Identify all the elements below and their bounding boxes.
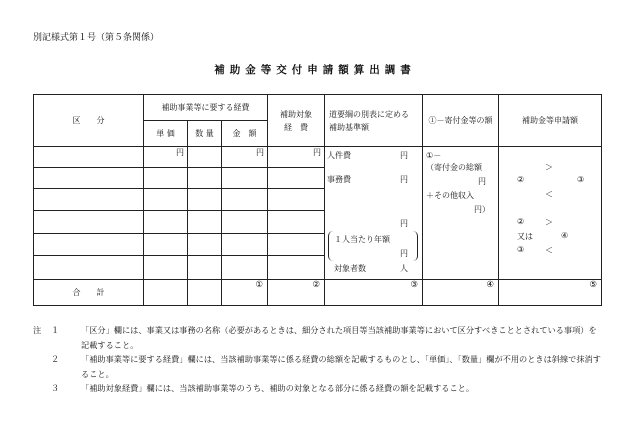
donation-cell[interactable]: ①－ （寄付金の総額 円 ＋その他収入 円） — [423, 147, 499, 280]
category-cell[interactable] — [34, 189, 144, 211]
unit-price-cell[interactable] — [144, 168, 188, 189]
total-quantity[interactable] — [188, 280, 222, 306]
note-number: ３ — [51, 383, 60, 393]
total-unit-price[interactable] — [144, 280, 188, 306]
quantity-cell[interactable] — [188, 168, 222, 189]
amount-cell[interactable] — [222, 168, 268, 189]
header-quantity: 数 量 — [188, 121, 222, 147]
header-request: 補助金等申請額 — [499, 95, 602, 147]
note-text: 「補助事業等に要する経費」欄には、当該補助事業等に係る経費の総額を記載するものとし、「単価」、「数量」欄が不用のときは斜線で抹消すること。 — [81, 354, 601, 379]
category-cell[interactable] — [34, 147, 144, 168]
quantity-cell[interactable] — [188, 211, 222, 233]
note-item — [33, 352, 603, 381]
amount-cell[interactable] — [222, 189, 268, 211]
eligible-cost-cell[interactable]: 円 — [268, 147, 325, 168]
eligible-cost-cell[interactable] — [268, 211, 325, 233]
amount-cell[interactable] — [222, 233, 268, 255]
note-item — [33, 323, 603, 352]
quantity-cell[interactable] — [188, 233, 222, 255]
header-category: 区 分 — [34, 95, 144, 147]
total-donation[interactable]: ④ — [423, 280, 499, 306]
eligible-cost-cell[interactable] — [268, 168, 325, 189]
category-cell[interactable] — [34, 255, 144, 279]
subsidy-basis-cell[interactable]: 人件費 円 事務費 円 円 １人当たり年額 円 対象者数 人 — [325, 147, 423, 280]
quantity-cell[interactable] — [188, 255, 222, 279]
unit-price-cell[interactable] — [144, 255, 188, 279]
total-eligible-cost[interactable]: ② — [268, 280, 325, 306]
amount-cell[interactable] — [222, 255, 268, 279]
total-subsidy-basis[interactable]: ③ — [325, 280, 423, 306]
amount-cell[interactable] — [222, 211, 268, 233]
total-amount[interactable]: ① — [222, 280, 268, 306]
note-number: １ — [51, 325, 60, 335]
header-unit-price: 単 価 — [144, 121, 188, 147]
note-text: 「補助対象経費」欄には、当該補助事業等のうち、補助の対象となる部分に係る経費の額を記載すること。 — [81, 383, 475, 393]
header-expenses-group: 補助事業等に要する経費 — [144, 95, 268, 121]
header-donation: ①－寄付金等の額 — [423, 95, 499, 147]
eligible-cost-cell[interactable] — [268, 189, 325, 211]
header-subsidy-basis: 道要綱の別表に定める 補助基準額 — [325, 95, 423, 147]
category-cell[interactable] — [34, 233, 144, 255]
total-request[interactable]: ⑤ — [499, 280, 602, 306]
unit-price-cell[interactable] — [144, 233, 188, 255]
eligible-cost-cell[interactable] — [268, 233, 325, 255]
unit-price-cell[interactable]: 円 — [144, 147, 188, 168]
unit-price-cell[interactable] — [144, 189, 188, 211]
note-text: 「区分」欄には、事業又は事務の名称（必要があるときは、細分された項目等当該補助事業等において区分すべきこととされている事項）を記載すること。 — [81, 325, 597, 350]
eligible-cost-cell[interactable] — [268, 255, 325, 279]
category-cell[interactable] — [34, 168, 144, 189]
header-amount: 金 額 — [222, 121, 268, 147]
form-reference: 別記様式第１号（第５条関係） — [33, 33, 160, 43]
quantity-cell[interactable] — [188, 147, 222, 168]
notes-section — [33, 323, 603, 396]
unit-price-cell[interactable] — [144, 211, 188, 233]
note-item — [33, 381, 603, 396]
amount-cell[interactable]: 円 — [222, 147, 268, 168]
request-cell[interactable]: ＞ ② ③ ＜ ② ＞ 又は ④ ③ ＜ — [499, 147, 602, 280]
total-label: 合 計 — [34, 280, 144, 306]
quantity-cell[interactable] — [188, 189, 222, 211]
category-cell[interactable] — [34, 211, 144, 233]
header-eligible-cost: 補助対象 経 費 — [268, 95, 325, 147]
note-number: ２ — [51, 354, 60, 364]
document-title: 補助金等交付申請額算出調書 — [214, 64, 416, 76]
calculation-table — [33, 94, 602, 306]
notes-label: 注 — [33, 325, 42, 335]
